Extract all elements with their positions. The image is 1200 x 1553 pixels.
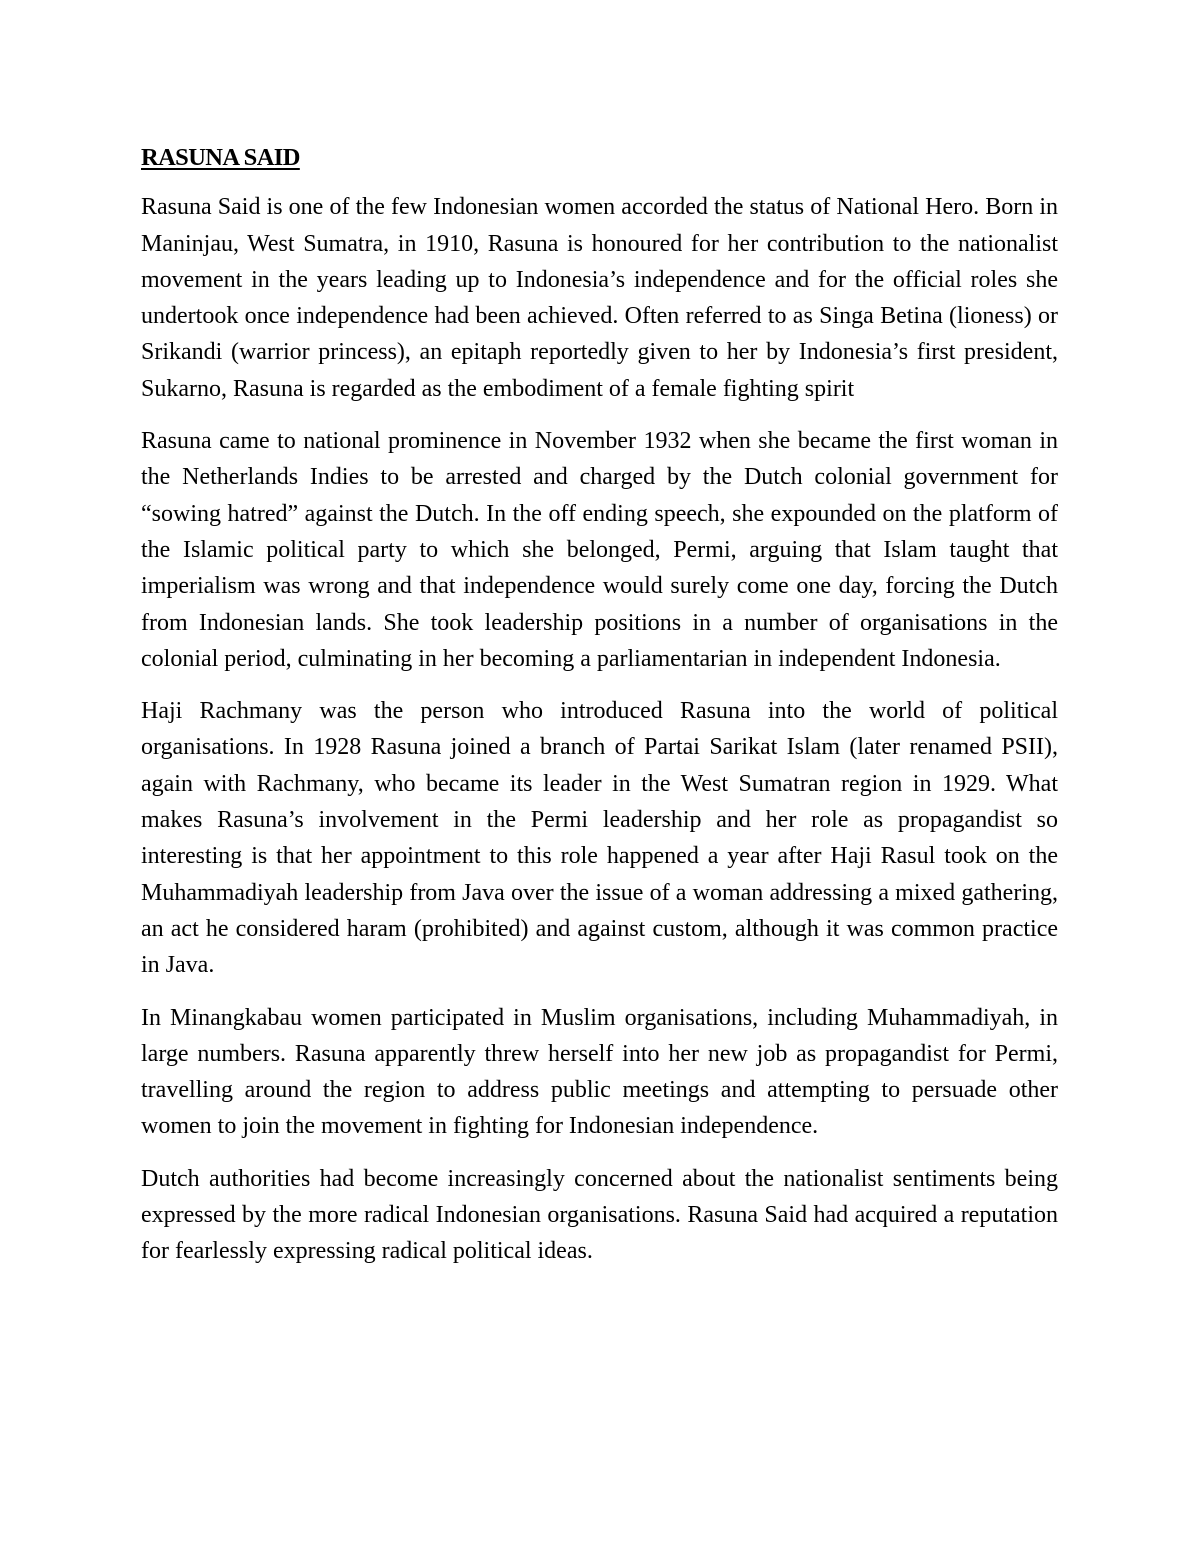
document-title: RASUNA SAID xyxy=(141,144,300,171)
paragraph-2: Rasuna came to national prominence in November 1932 when she became the first woman in the Netherlands Indies to be arrested and charged by the Dutch colonial government for “sowing hatred” against the Dutch. In the off ending speech, she expounded on the platform of the Islamic political party to which she belonged, Permi, arguing that Islam taught that imperialism was wrong and that independence would surely come one day, forcing the Dutch from Indonesian lands. She took leadership positions in a number of organisations in the colonial period, culminating in her becoming a parliamentarian in independent Indonesia. xyxy=(141,428,1058,672)
paragraph-3: Haji Rachmany was the person who introduced Rasuna into the world of political organisations. In 1928 Rasuna joined a branch of Partai Sarikat Islam (later renamed PSII), again with Rachmany, who became its leader in the West Sumatran region in 1929. What makes Rasuna’s involvement in the Permi leadership and her role as propagandist so interesting is that her appointment to this role happened a year after Haji Rasul took on the Muhammadiyah leadership from Java over the issue of a woman addressing a mixed gathering, an act he considered haram (prohibited) and against custom, although it was common practice in Java. xyxy=(141,698,1058,979)
paragraph-1: Rasuna Said is one of the few Indonesian women accorded the status of National Hero. Born in Maninjau, West Sumatra, in 1910, Rasuna is honoured for her contribution to the nationalist movement in the years leading up to Indonesia’s independence and for the official roles she undertook once independence had been achieved. Often referred to as Singa Betina (lioness) or Srikandi (warrior princess), an epitaph reportedly given to her by Indonesia’s first president, Sukarno, Rasuna is regarded as the embodiment of a female fighting spirit xyxy=(141,194,1058,402)
paragraph-5: Dutch authorities had become increasingly concerned about the nationalist sentiments being expressed by the more radical Indonesian organisations. Rasuna Said had acquired a reputation for fearlessly expressing radical political ideas. xyxy=(141,1165,1058,1265)
document-body xyxy=(141,140,1058,1286)
paragraph-4: In Minangkabau women participated in Muslim organisations, including Muhammadiyah, in large numbers. Rasuna apparently threw herself into her new job as propagandist for Permi, travelling around the region to address public meetings and attempting to persuade other women to join the movement in fighting for Indonesian independence. xyxy=(141,1004,1058,1140)
